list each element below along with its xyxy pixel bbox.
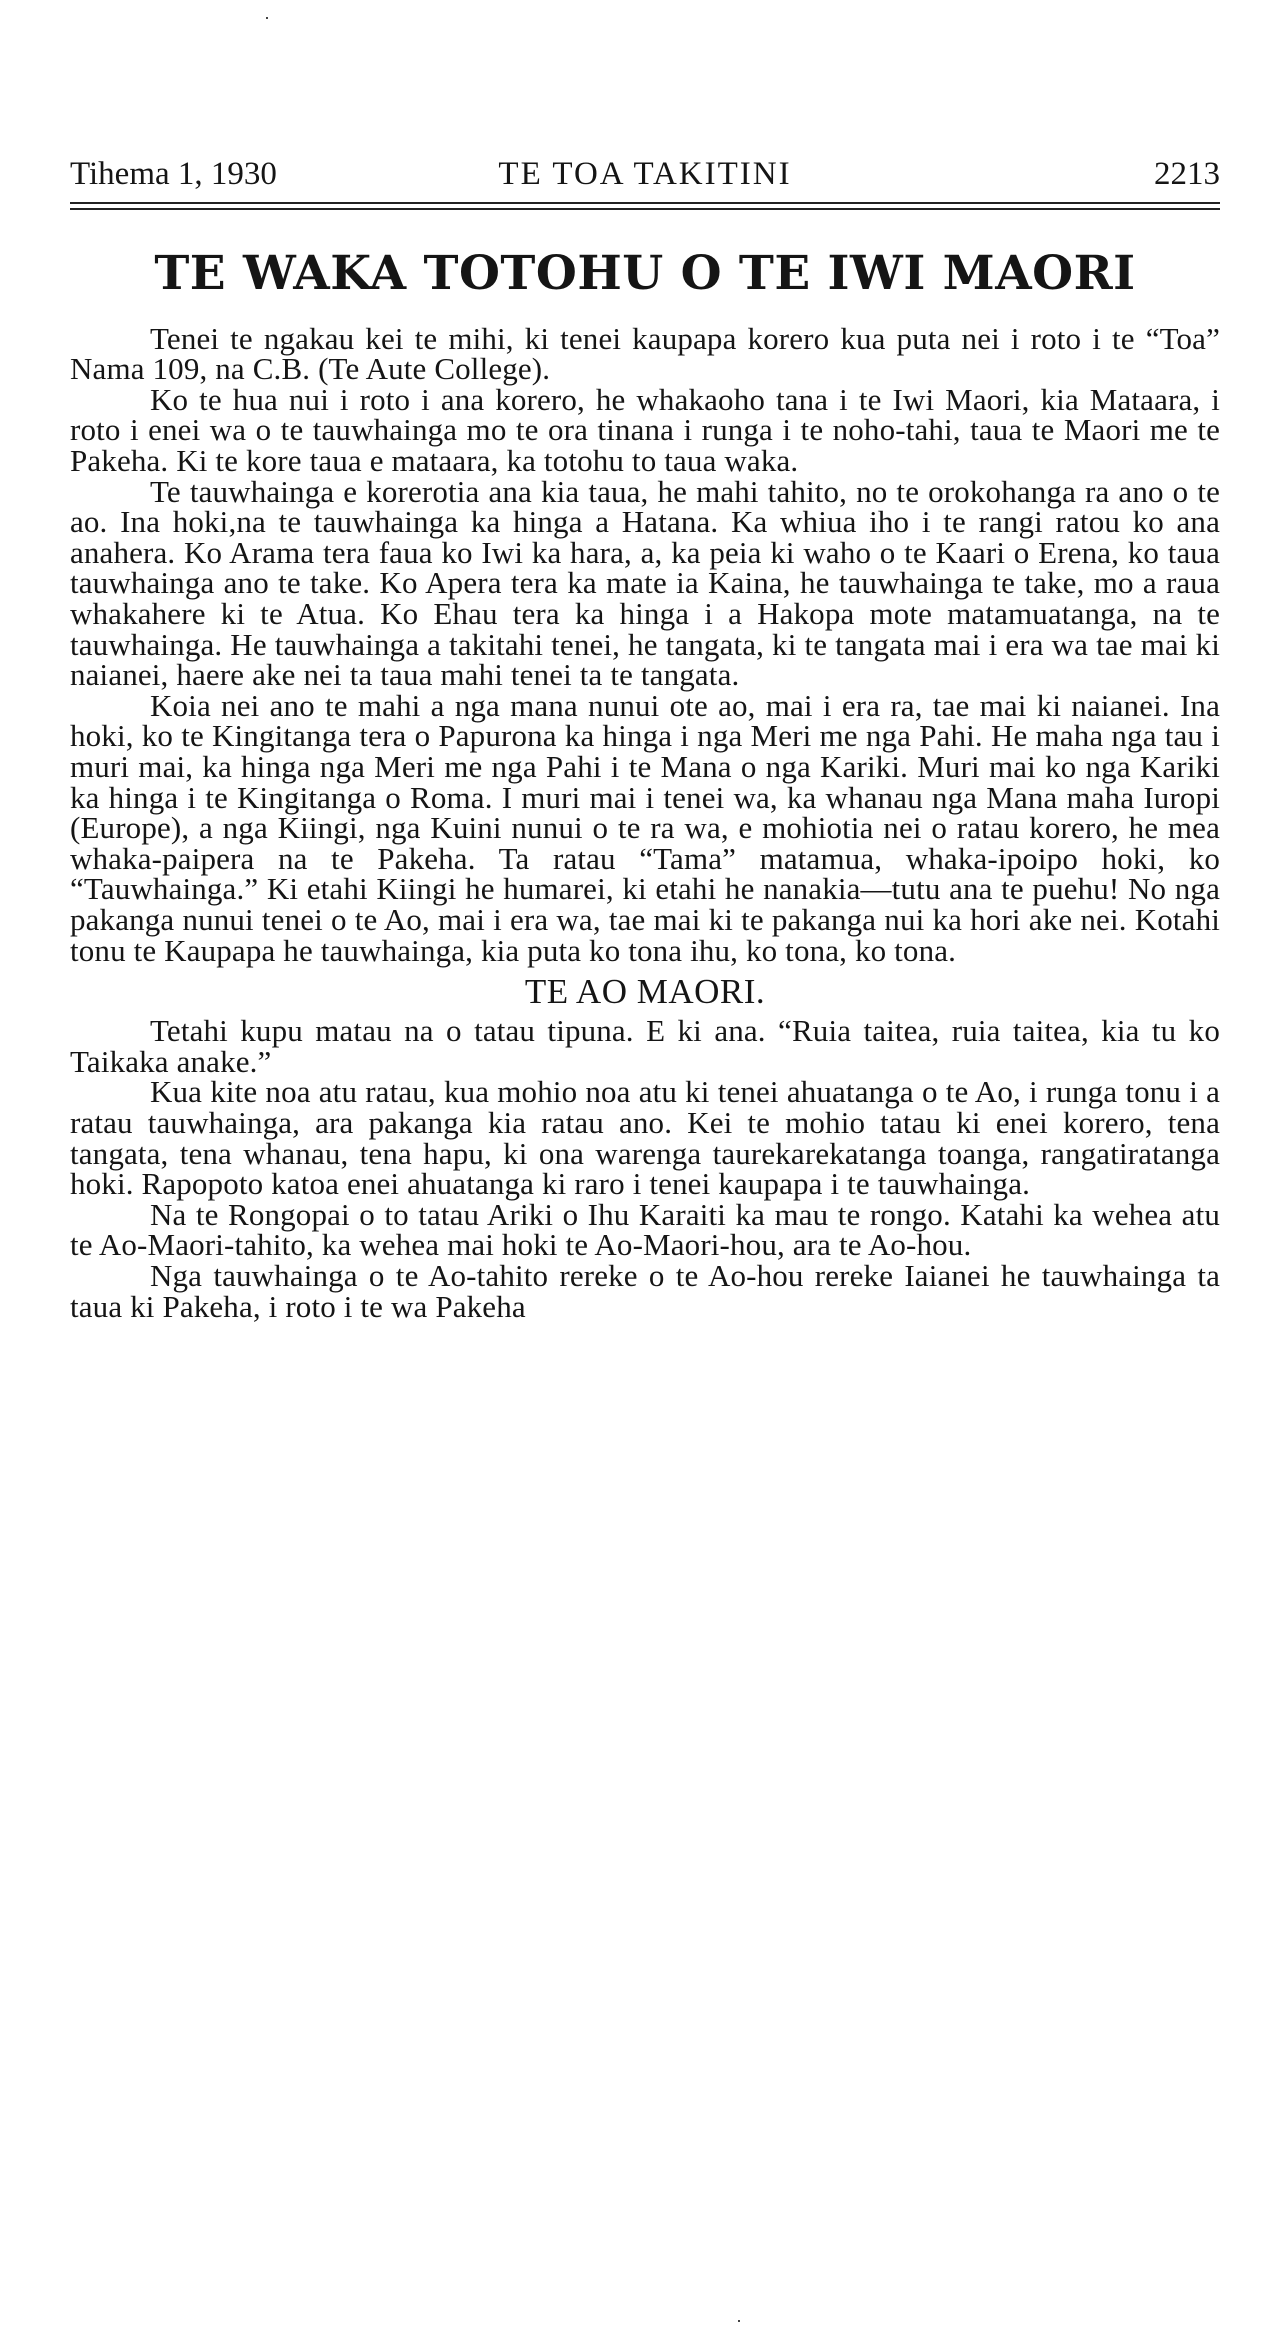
header-page-number: 2213 bbox=[1154, 156, 1221, 192]
body-paragraph-2: Ko te hua nui i roto i ana korero, he whakaoho tana i te Iwi Maori, kia Mataara, i roto i enei wa o te tauwhainga mo te ora tinana i runga i te noho-tahi, taua te Maori me te Pakeha. Ki te kore taua e mataara, ka totohu to taua waka. bbox=[70, 381, 1220, 479]
paper-speck-bottom bbox=[738, 2320, 740, 2322]
body-paragraph-7: Na te Rongopai o to tatau Ariki o Ihu Karaiti ka mau te rongo. Katahi ka wehea atu te Ao-Maori-tahito, ka wehea mai hoki te Ao-Maori-hou, ara te Ao-hou. bbox=[70, 1196, 1220, 1263]
header-double-rule bbox=[70, 202, 1220, 210]
body-paragraph-1: Tenei te ngakau kei te mihi, ki tenei kaupapa korero kua puta nei i roto i te “Toa” Nama 109, na C.B. (Te Aute College). bbox=[70, 320, 1220, 387]
body-paragraph-6: Kua kite noa atu ratau, kua mohio noa atu ki tenei ahuatanga o te Ao, i runga tonu i a ratau tauwhainga, ara pakanga kia ratau ano. Kei te mohio tatau ki enei korero, tena tangata, tena whanau, tena hapu, ki ona warenga taurekarekatanga toanga, rangatiratanga hoki. Rapopoto katoa enei ahuatanga ki raro i tenei kaupapa i te tauwhainga. bbox=[70, 1074, 1220, 1202]
body-paragraph-4: Koia nei ano te mahi a nga mana nunui ote ao, mai i era ra, tae mai ki naianei. Ina hoki, ko te Kingitanga tera o Papurona ka hinga i nga Meri me nga Pahi. He maha nga tau i muri mai, ka hinga nga Meri me nga Pahi i te Mana o nga Kariki. Muri mai ko nga Kariki ka hinga i te Kingitanga o Roma. I muri mai i tenei wa, ka whanau nga Mana maha Iuropi (Europe), a nga Kiingi, nga Kuini nunui o te ra wa, e mohiotia nei o ratau korero, he mea whaka-paipera na te Pakeha. Ta ratau “Tama” matamua, whaka-ipoipo hoki, ko “Tauwhainga.” Ki etahi Kiingi he humarei, ki etahi he nanakia—tutu ana te puehu! No nga pakanga nunui tenei o te Ao, mai i era wa, tae mai ki te pakanga nui ka hori ake nei. Kotahi tonu te Kaupapa he tauwhainga, kia puta ko tona ihu, ko tona, ko tona. bbox=[70, 687, 1220, 968]
body-paragraph-5: Tetahi kupu matau na o tatau tipuna. E ki ana. “Ruia taitea, ruia taitea, kia tu ko Taikaka anake.” bbox=[70, 1013, 1220, 1079]
body-paragraph-8: Nga tauwhainga o te Ao-tahito rereke o te Ao-hou rereke Iaianei he tauwhainga ta taua ki Pakeha, i roto i te wa Pakeha bbox=[70, 1257, 1220, 1324]
section-heading-te-ao-maori: TE AO MAORI. bbox=[524, 972, 766, 1012]
body-paragraph-3: Te tauwhainga e korerotia ana kia taua, he mahi tahito, no te orokohanga ra ano o te ao. Ina hoki,na te tauwhainga ka hinga a Hatana. Ka whiua iho i te rangi ratou ko ana anahera. Ko Arama tera faua ko Iwi ka hara, a, ka peia ki waho o te Kaari o Erena, ko taua tauwhainga ano te take. Ko Apera tera ka mate ia Kaina, he tauwhainga te take, mo a raua whakahere ki te Atua. Ko Ehau tera ka hinga i a Hakopa mote matamuatanga, na te tauwhainga. He tauwhainga a takitahi tenei, he tangata, ki te tangata mai i era wa tae mai ki naianei, haere ake nei ta taua mahi tenei ta te tangata. bbox=[70, 473, 1220, 693]
paper-speck-top bbox=[266, 17, 268, 19]
journal-page bbox=[70, 158, 1220, 1322]
header-journal-name: TE TOA TAKITINI bbox=[498, 156, 792, 192]
running-header bbox=[70, 158, 1220, 194]
article-body bbox=[70, 320, 1220, 1324]
article-title: TE WAKA TOTOHU O TE IWI MAORI bbox=[154, 246, 1136, 301]
header-date: Tihema 1, 1930 bbox=[70, 156, 277, 192]
